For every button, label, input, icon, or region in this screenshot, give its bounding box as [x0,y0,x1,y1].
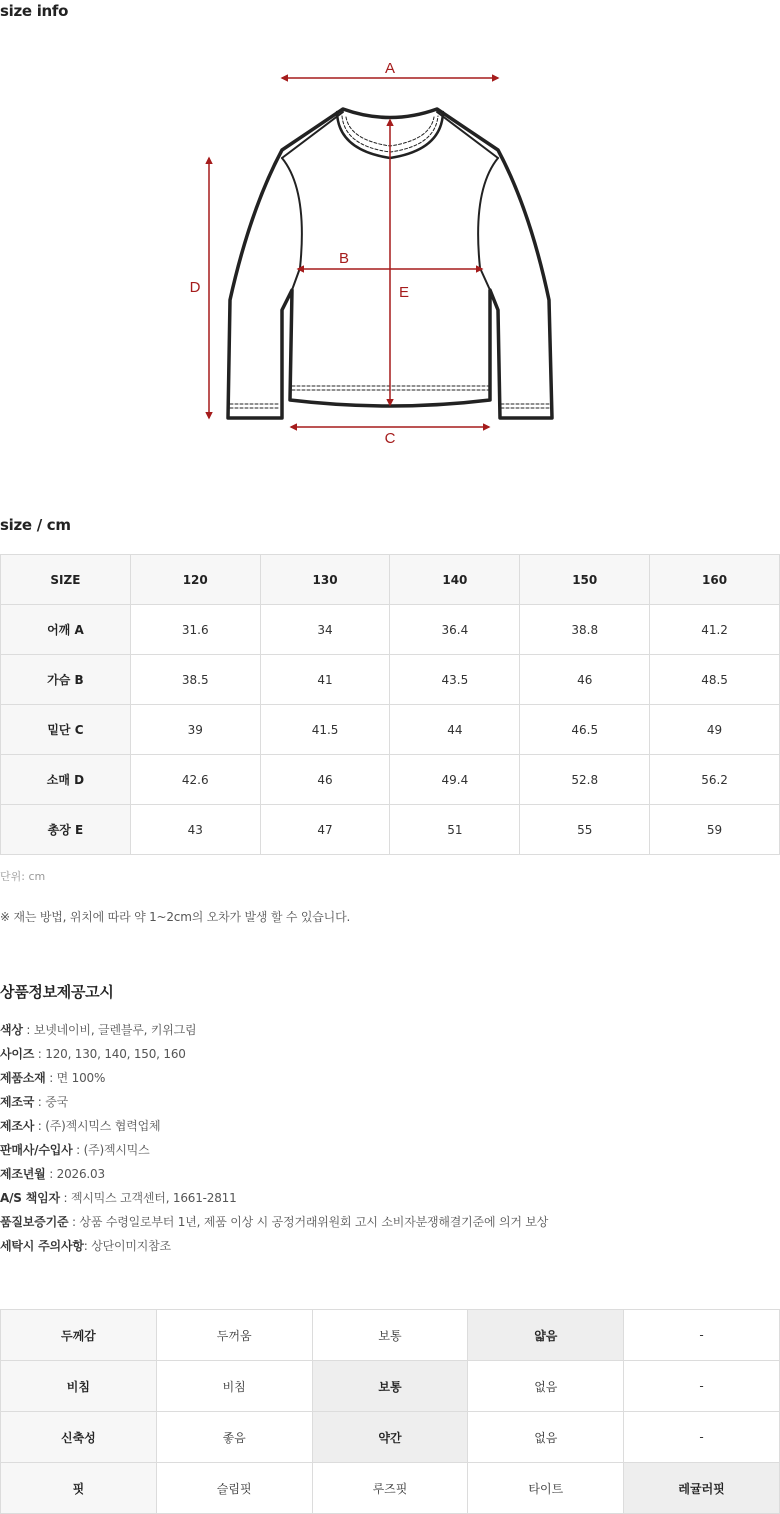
fit-option: 보통 [312,1310,468,1361]
table-cell: 31.6 [130,605,260,655]
table-cell: 43 [130,805,260,855]
fit-option: 없음 [468,1361,624,1412]
size-table [0,554,780,855]
table-cell: 34 [260,605,390,655]
size-cm-heading: size / cm [0,516,71,534]
fit-option: 좋음 [156,1412,312,1463]
info-key: 품질보증기준 [0,1215,69,1229]
table-cell: 44 [390,705,520,755]
fit-option-selected: 약간 [312,1412,468,1463]
info-row-origin [0,1091,548,1115]
header-cell: 160 [650,555,780,605]
fit-row-label: 신축성 [1,1412,157,1463]
fit-attribute-table [0,1309,780,1514]
info-key: 제조사 [0,1119,35,1133]
label-b: B [338,250,350,267]
table-cell: 38.8 [520,605,650,655]
row-label: 가슴 B [1,655,131,705]
info-key: 색상 [0,1023,23,1037]
info-row-seller [0,1139,548,1163]
fit-option-selected: 보통 [312,1361,468,1412]
fit-option: 루즈핏 [312,1463,468,1514]
unit-note: 단위: cm [0,870,46,883]
info-row-as [0,1187,548,1211]
table-cell: 36.4 [390,605,520,655]
fit-row-label: 두께감 [1,1310,157,1361]
table-row [1,805,780,855]
fit-row [1,1361,780,1412]
info-value: : (주)젝시믹스 협력업체 [34,1119,161,1133]
table-cell: 42.6 [130,755,260,805]
info-row-size [0,1043,548,1067]
fit-row [1,1310,780,1361]
fit-row-label: 비침 [1,1361,157,1412]
row-label: 소매 D [1,755,131,805]
table-cell: 41.5 [260,705,390,755]
fit-option: 타이트 [468,1463,624,1514]
header-cell: 140 [390,555,520,605]
info-key: 제조국 [0,1095,35,1109]
info-key: A/S 책임자 [0,1191,60,1205]
table-cell: 52.8 [520,755,650,805]
label-a: A [384,60,396,77]
info-key: 판매사/수입사 [0,1143,73,1157]
fit-option: - [624,1310,780,1361]
table-cell: 43.5 [390,655,520,705]
info-row-manufacturer [0,1115,548,1139]
label-d: D [189,279,201,296]
product-notice-heading: 상품정보제공고시 [0,983,114,1001]
header-cell: 120 [130,555,260,605]
row-label: 어깨 A [1,605,131,655]
info-value: : 보넷네이비, 글렌블루, 키위그림 [22,1023,197,1037]
info-row-warranty [0,1211,548,1235]
header-cell: SIZE [1,555,131,605]
table-cell: 48.5 [650,655,780,705]
info-key: 사이즈 [0,1047,35,1061]
table-cell: 46 [520,655,650,705]
fit-row [1,1463,780,1514]
table-cell: 39 [130,705,260,755]
table-cell: 47 [260,805,390,855]
fit-option-selected: 얇음 [468,1310,624,1361]
fit-row [1,1412,780,1463]
table-cell: 56.2 [650,755,780,805]
info-row-care [0,1235,548,1259]
fit-option: - [624,1412,780,1463]
header-cell: 130 [260,555,390,605]
info-value: : 중국 [34,1095,69,1109]
info-key: 제품소재 [0,1071,46,1085]
table-cell: 38.5 [130,655,260,705]
table-cell: 46 [260,755,390,805]
info-value: : 젝시믹스 고객센터, 1661-2811 [59,1191,237,1205]
table-cell: 41 [260,655,390,705]
row-label: 밑단 C [1,705,131,755]
row-label: 총장 E [1,805,131,855]
info-row-color [0,1019,548,1043]
fit-option: 두꺼움 [156,1310,312,1361]
fit-option: - [624,1361,780,1412]
header-cell: 150 [520,555,650,605]
table-header-row [1,555,780,605]
table-row [1,655,780,705]
table-cell: 41.2 [650,605,780,655]
label-e: E [398,284,410,301]
table-row [1,605,780,655]
info-value: : 상품 수령일로부터 1년, 제품 이상 시 공정거래위원회 고시 소비자분쟁해결기준에 의거 보상 [68,1215,549,1229]
table-cell: 51 [390,805,520,855]
fit-option-selected: 레귤러핏 [624,1463,780,1514]
info-value: : (주)젝시믹스 [72,1143,150,1157]
table-row [1,755,780,805]
table-cell: 49.4 [390,755,520,805]
product-info-list [0,1019,548,1259]
size-info-heading: size info [0,2,69,20]
tolerance-note: ※ 재는 방법, 위치에 따라 약 1~2cm의 오차가 발생 할 수 있습니다. [0,910,351,924]
fit-option: 슬림핏 [156,1463,312,1514]
fit-option: 비침 [156,1361,312,1412]
fit-option: 없음 [468,1412,624,1463]
info-value: : 면 100% [45,1071,106,1085]
info-key: 제조년월 [0,1167,46,1181]
info-row-material [0,1067,548,1091]
measurement-arrows [209,78,498,427]
info-value: : 120, 130, 140, 150, 160 [34,1047,186,1061]
table-row [1,705,780,755]
info-value: : 상단이미지참조 [83,1239,171,1253]
table-cell: 49 [650,705,780,755]
info-key: 세탁시 주의사항 [0,1239,84,1253]
garment-measurement-diagram [0,40,780,460]
table-cell: 46.5 [520,705,650,755]
table-cell: 55 [520,805,650,855]
table-cell: 59 [650,805,780,855]
info-value: : 2026.03 [45,1167,105,1181]
label-c: C [384,430,396,447]
info-row-date [0,1163,548,1187]
fit-row-label: 핏 [1,1463,157,1514]
